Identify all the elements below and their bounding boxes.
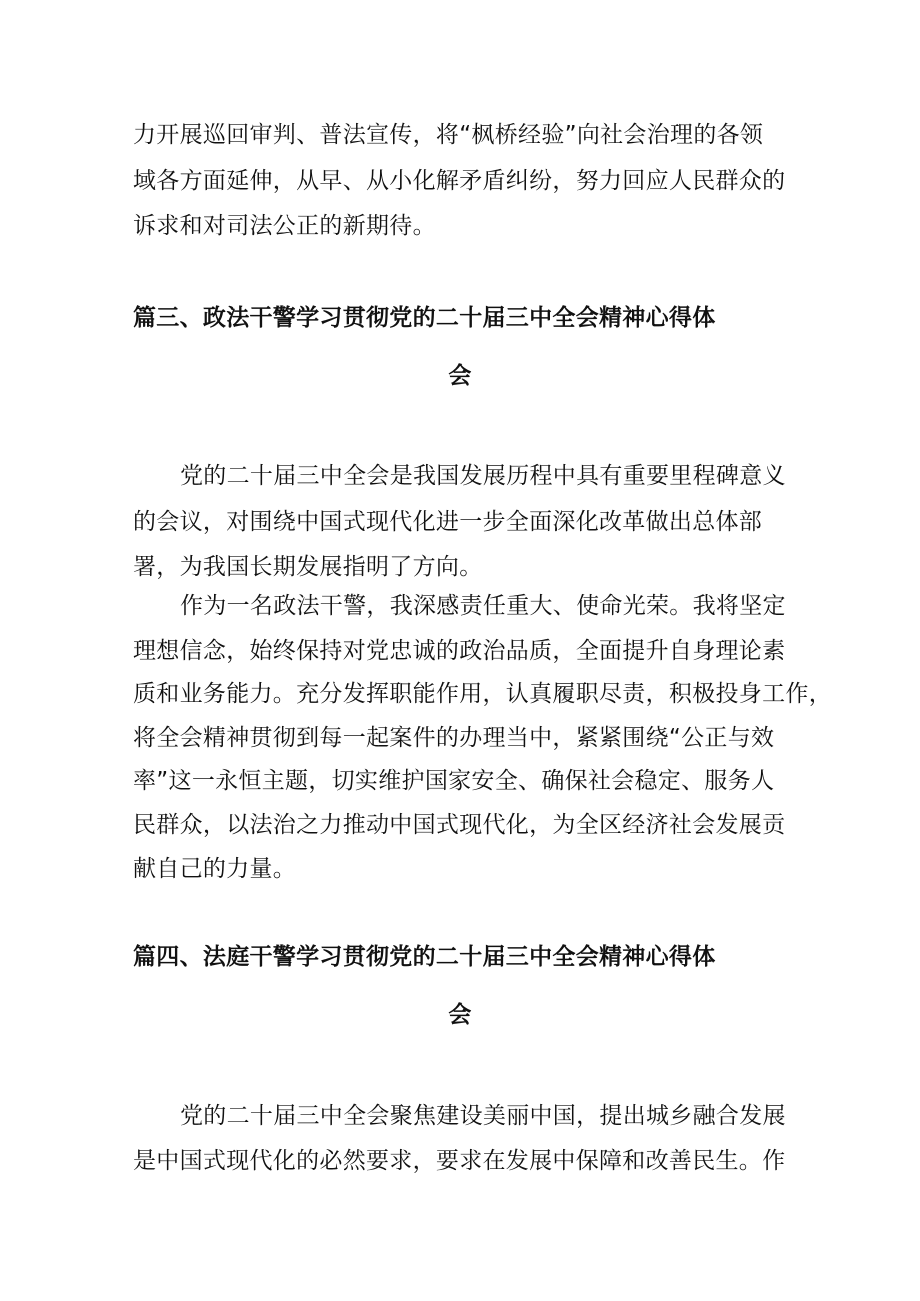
text-line: 民群众，以法治之力推动中国式现代化，为全区经济社会发展贡 (133, 812, 786, 838)
text-line: 率”这一永恒主题，切实维护国家安全、确保社会稳定、服务人 (133, 768, 775, 794)
text-line: 力开展巡回审判、普法宣传，将“枫桥经验”向社会治理的各领 (133, 122, 764, 148)
text-line: 党的二十届三中全会聚焦建设美丽中国，提出城乡融合发展 (180, 1103, 786, 1129)
text-line: 域各方面延伸，从早、从小化解矛盾纠纷，努力回应人民群众的 (133, 168, 786, 194)
text-line: 将全会精神贯彻到每一起案件的办理当中，紧紧围绕“公正与效 (133, 725, 775, 751)
text-line: 党的二十届三中全会是我国发展历程中具有重要里程碑意义 (180, 463, 786, 489)
text-line: 诉求和对司法公正的新期待。 (133, 213, 436, 239)
text-line: 献自己的力量。 (133, 856, 297, 882)
heading-line: 会 (448, 363, 472, 389)
text-line: 是中国式现代化的必然要求，要求在发展中保障和改善民生。作 (133, 1148, 786, 1174)
heading-line: 篇四、法庭干警学习贯彻党的二十届三中全会精神心得体 (133, 944, 716, 970)
heading-line: 篇三、政法干警学习贯彻党的二十届三中全会精神心得体 (133, 305, 716, 331)
text-line: 理想信念，始终保持对党忠诚的政治品质，全面提升自身理论素 (133, 638, 786, 664)
heading-line: 会 (448, 1002, 472, 1028)
text-line: 署，为我国长期发展指明了方向。 (133, 554, 483, 580)
text-line: 质和业务能力。充分发挥职能作用，认真履职尽责，积极投身工作， (133, 681, 832, 707)
text-line: 的会议，对围绕中国式现代化进一步全面深化改革做出总体部 (133, 509, 763, 535)
text-line: 作为一名政法干警，我深感责任重大、使命光荣。我将坚定 (180, 593, 786, 619)
